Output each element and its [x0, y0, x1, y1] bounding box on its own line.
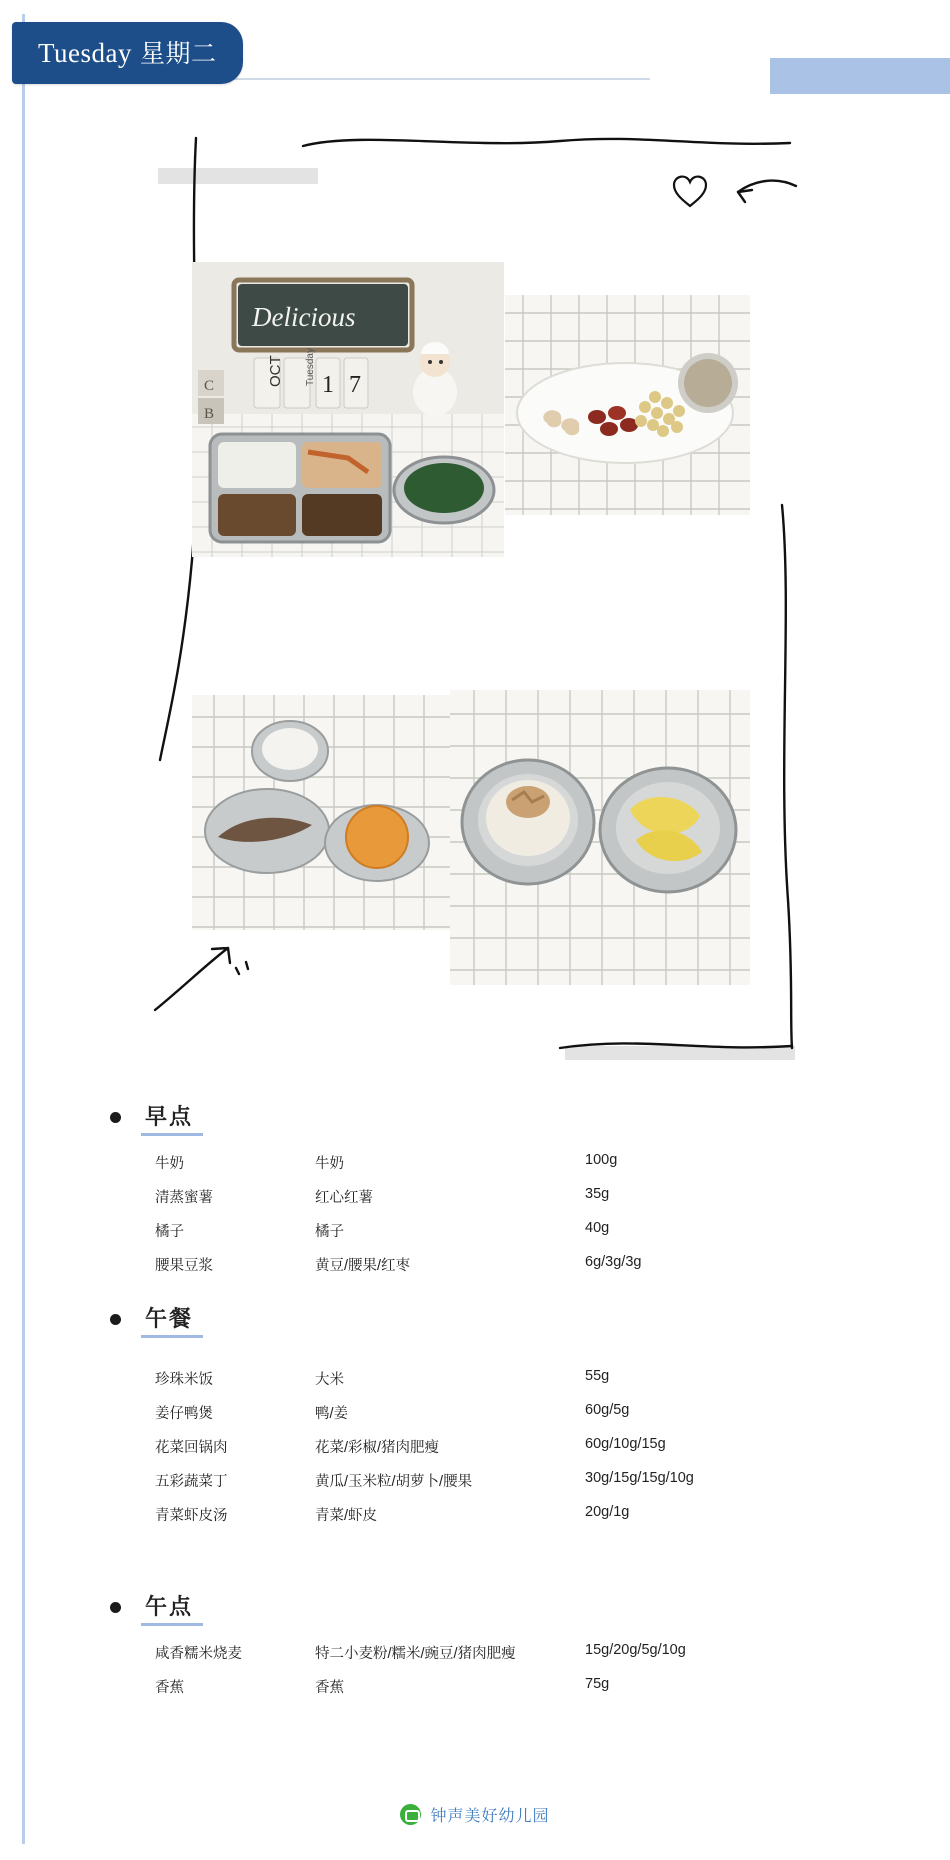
spacer [0, 1538, 950, 1564]
bullet-icon [110, 1314, 121, 1325]
dish-name: 清蒸蜜薯 [155, 1190, 213, 1206]
top-right-accent-block [770, 58, 950, 94]
svg-text:Delicious: Delicious [252, 302, 356, 332]
table-row [155, 1464, 785, 1498]
menu-table-afternoon [155, 1636, 785, 1704]
section-heading [0, 1590, 950, 1624]
svg-text:OCT: OCT [267, 355, 284, 387]
dish-name: 咸香糯米烧麦 [155, 1646, 242, 1662]
section-title: 午餐 [145, 1302, 193, 1336]
table-row [155, 1670, 785, 1704]
dish-name: 五彩蔬菜丁 [155, 1474, 228, 1490]
dish-weight: 15g/20g/5g/10g [585, 1642, 686, 1658]
dish-weight: 35g [585, 1186, 610, 1202]
svg-text:C: C [204, 378, 215, 394]
bullet-icon [110, 1602, 121, 1613]
section-heading [0, 1302, 950, 1336]
breakfast-photo [192, 695, 450, 930]
grey-smudge-top [158, 168, 318, 184]
table-row [155, 1396, 785, 1430]
dish-weight: 75g [585, 1676, 610, 1692]
table-row [155, 1248, 785, 1282]
dish-weight: 60g/5g [585, 1402, 630, 1418]
grey-smudge-bottom [565, 1046, 795, 1060]
day-banner [12, 22, 243, 84]
table-row [155, 1180, 785, 1214]
wechat-icon [400, 1804, 421, 1825]
svg-text:Tuesday: Tuesday [305, 348, 316, 386]
menu-table-lunch [155, 1362, 785, 1532]
bullet-icon [110, 1112, 121, 1123]
table-row [155, 1430, 785, 1464]
dish-weight: 60g/10g/15g [585, 1436, 666, 1452]
dish-name: 牛奶 [155, 1156, 184, 1172]
dish-name: 橘子 [155, 1224, 184, 1240]
dish-name: 香蕉 [155, 1680, 184, 1696]
lunch-tray-photo [192, 262, 504, 557]
section-breakfast [0, 1100, 950, 1282]
dish-ingredients: 橘子 [315, 1224, 344, 1240]
dish-ingredients: 大米 [315, 1372, 344, 1388]
svg-text:B: B [204, 406, 215, 422]
footer [0, 1803, 950, 1826]
dish-ingredients: 红心红薯 [315, 1190, 373, 1206]
svg-text:7: 7 [349, 372, 361, 398]
menu-content [0, 1100, 950, 1710]
dish-weight: 6g/3g/3g [585, 1254, 642, 1270]
dish-weight: 100g [585, 1152, 618, 1168]
day-banner-en: Tuesday [38, 38, 133, 68]
table-row [155, 1214, 785, 1248]
table-row [155, 1146, 785, 1180]
dish-ingredients: 香蕉 [315, 1680, 344, 1696]
svg-text:1: 1 [322, 372, 334, 398]
section-heading [0, 1100, 950, 1134]
spacer [0, 1564, 950, 1590]
dish-ingredients: 牛奶 [315, 1156, 344, 1172]
snack-plate-photo [505, 295, 750, 515]
dish-name: 花菜回锅肉 [155, 1440, 228, 1456]
dish-name: 姜仔鸭煲 [155, 1406, 213, 1422]
afternoon-snack-photo [450, 690, 750, 985]
table-row [155, 1362, 785, 1396]
dish-ingredients: 特二小麦粉/糯米/豌豆/猪肉肥瘦 [315, 1646, 516, 1662]
dish-weight: 55g [585, 1368, 610, 1384]
section-title: 午点 [145, 1590, 193, 1624]
dish-weight: 40g [585, 1220, 610, 1236]
dish-ingredients: 青菜/虾皮 [315, 1508, 378, 1524]
dish-ingredients: 黄豆/腰果/红枣 [315, 1258, 411, 1274]
spacer [0, 1288, 950, 1302]
footer-account-name[interactable]: 钟声美好幼儿园 [430, 1808, 550, 1825]
dish-ingredients: 黄瓜/玉米粒/胡萝卜/腰果 [315, 1474, 473, 1490]
table-row [155, 1498, 785, 1532]
dish-weight: 30g/15g/15g/10g [585, 1470, 694, 1486]
dish-weight: 20g/1g [585, 1504, 630, 1520]
section-title: 早点 [145, 1100, 193, 1134]
spacer [0, 1348, 950, 1362]
dish-name: 珍珠米饭 [155, 1372, 213, 1388]
menu-table-breakfast [155, 1146, 785, 1282]
dish-ingredients: 花菜/彩椒/猪肉肥瘦 [315, 1440, 440, 1456]
dish-name: 青菜虾皮汤 [155, 1508, 228, 1524]
section-lunch [0, 1302, 950, 1532]
table-row [155, 1636, 785, 1670]
dish-name: 腰果豆浆 [155, 1258, 213, 1274]
dish-ingredients: 鸭/姜 [315, 1406, 349, 1422]
section-afternoon-snack [0, 1590, 950, 1704]
day-banner-cn: 星期二 [140, 40, 217, 68]
